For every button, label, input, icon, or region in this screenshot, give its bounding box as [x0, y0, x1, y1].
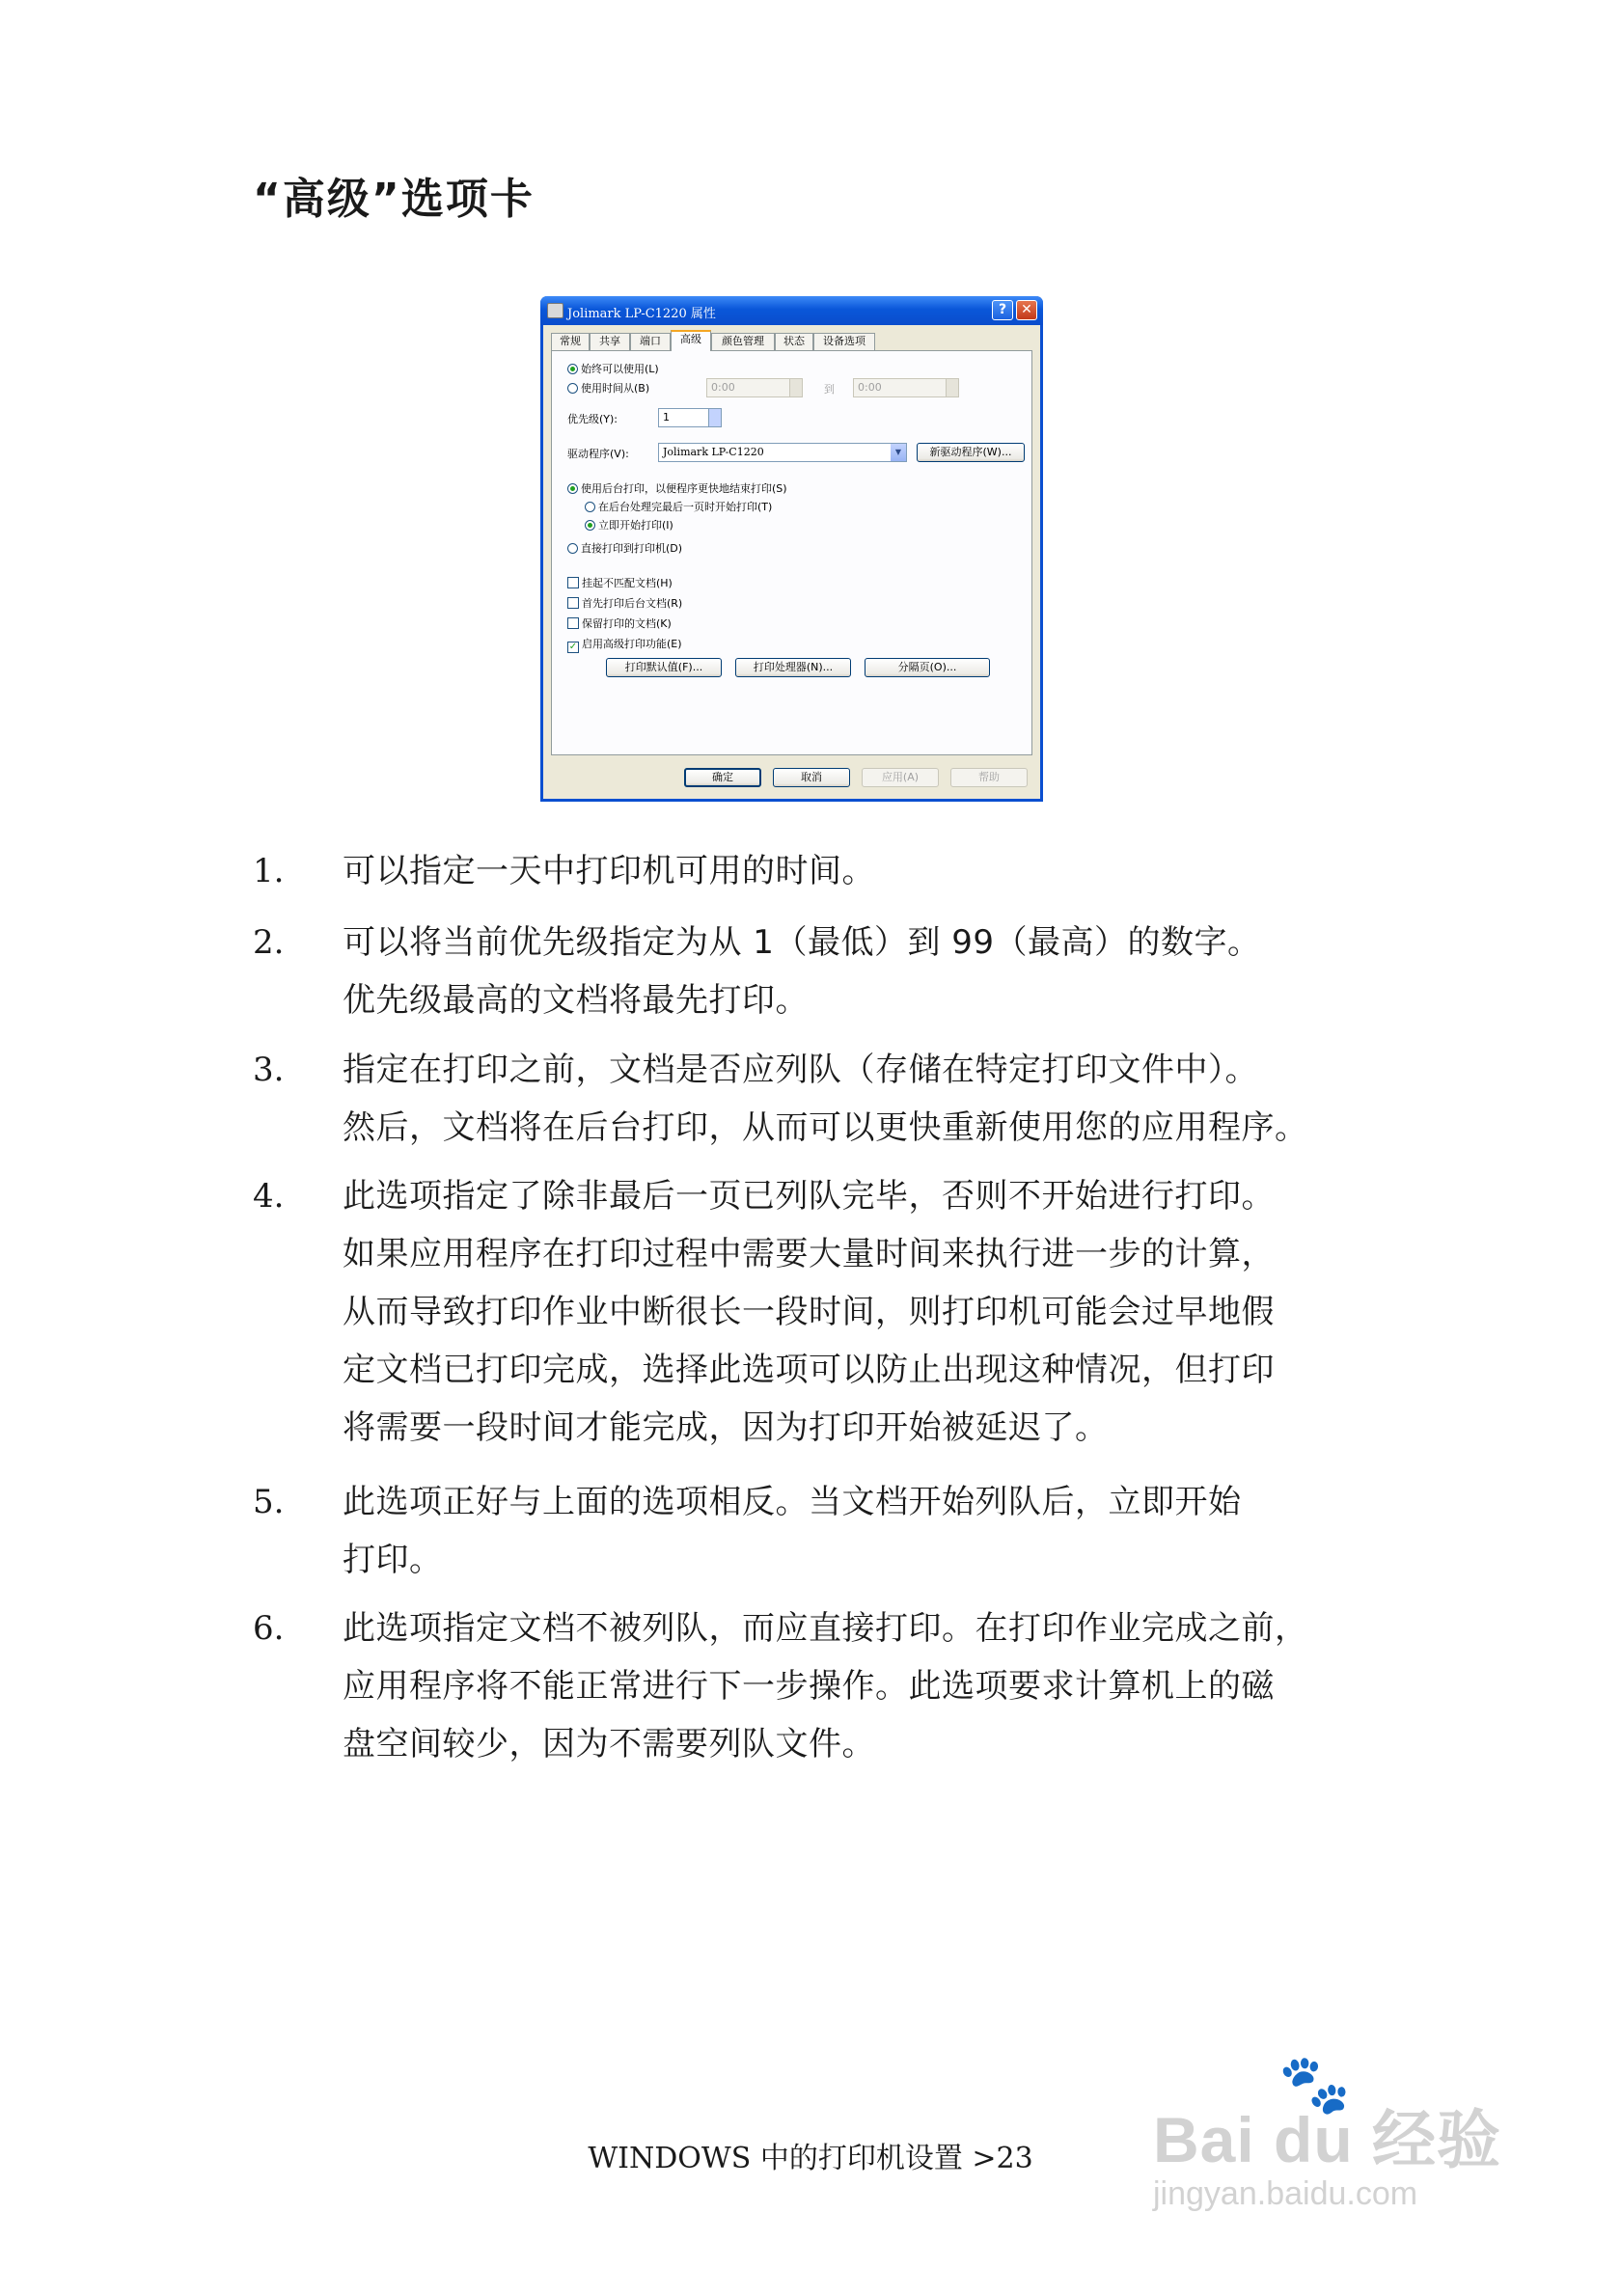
- printing-defaults-button[interactable]: 打印默认值(F)...: [606, 658, 722, 677]
- available-from-label: 使用时间从(B): [581, 382, 650, 395]
- priority-value: 1: [663, 411, 670, 424]
- tab-status[interactable]: 状态: [775, 333, 813, 350]
- baidu-watermark: [1153, 2051, 1539, 2243]
- list-text: [343, 1167, 1433, 1457]
- list-number: 1.: [253, 852, 285, 890]
- list-line: 可以指定一天中打印机可用的时间。: [343, 852, 875, 890]
- list-line: 可以将当前优先级指定为从 1（最低）到 99（最高）的数字。: [343, 923, 1261, 962]
- driver-label: 驱动程序(V):: [567, 448, 629, 460]
- radio-selected-icon: [567, 364, 578, 374]
- tab-advanced[interactable]: 高级: [671, 330, 711, 351]
- printer-icon: [547, 303, 563, 318]
- print-direct-label: 直接打印到打印机(D): [581, 542, 683, 555]
- spool-immediately-option[interactable]: [585, 517, 673, 533]
- spool-option[interactable]: [567, 480, 787, 496]
- paw-icon: 🐾: [1278, 2051, 1351, 2118]
- list-line: 此选项正好与上面的选项相反。当文档开始列队后，立即开始: [343, 1483, 1242, 1521]
- spin-arrows-icon: [946, 379, 958, 396]
- time-from-value: 0:00: [711, 381, 735, 394]
- list-line: 打印。: [343, 1541, 443, 1579]
- help-title-button[interactable]: ?: [992, 300, 1013, 320]
- available-from-option[interactable]: [567, 380, 649, 396]
- driver-select[interactable]: [658, 443, 907, 462]
- spool-option-label: 使用后台打印，以便程序更快地结束打印(S): [581, 482, 787, 495]
- watermark-url: jingyan.baidu.com: [1153, 2175, 1418, 2212]
- help-button[interactable]: 帮助: [950, 768, 1028, 787]
- page-footer: WINDOWS 中的打印机设置 >23: [588, 2142, 1033, 2175]
- ok-button[interactable]: 确定: [684, 768, 761, 787]
- radio-icon: [567, 383, 578, 394]
- dialog-title: Jolimark LP-C1220 属性: [567, 307, 716, 321]
- tab-general[interactable]: 常规: [551, 333, 590, 350]
- checkmark-icon: ✓: [568, 642, 578, 652]
- list-number: 2.: [253, 923, 285, 962]
- list-text: [343, 1473, 1433, 1589]
- tab-color-management[interactable]: 颜色管理: [711, 333, 775, 350]
- tab-device-options[interactable]: 设备选项: [813, 333, 875, 350]
- page-title: “高级”选项卡: [253, 175, 535, 224]
- radio-icon: [567, 543, 578, 554]
- spool-after-last-option[interactable]: [585, 499, 772, 514]
- checkbox-icon: [567, 577, 579, 588]
- advanced-panel: [551, 350, 1032, 755]
- list-line: 将需要一段时间才能完成，因为打印开始被延迟了。: [343, 1408, 1109, 1447]
- time-to-value: 0:00: [858, 381, 882, 394]
- spin-arrows-icon: [789, 379, 802, 396]
- advanced-features-label: 启用高级打印功能(E): [582, 638, 682, 650]
- close-title-button[interactable]: ✕: [1016, 300, 1037, 320]
- spin-arrows-icon: [708, 409, 721, 426]
- spool-immediately-label: 立即开始打印(I): [598, 519, 673, 532]
- list-number: 3.: [253, 1051, 285, 1089]
- dialog-titlebar: [540, 296, 1043, 325]
- print-spooled-first-checkbox[interactable]: [567, 595, 682, 611]
- list-line: 优先级最高的文档将最先打印。: [343, 981, 809, 1020]
- list-number: 6.: [253, 1609, 285, 1648]
- list-line: 指定在打印之前，文档是否应列队（存储在特定打印文件中）。: [343, 1051, 1258, 1089]
- printer-properties-dialog: [540, 296, 1043, 802]
- hold-mismatched-checkbox[interactable]: [567, 575, 673, 590]
- tab-sharing[interactable]: 共享: [590, 333, 630, 350]
- radio-selected-icon: [567, 483, 578, 494]
- list-line: 然后，文档将在后台打印，从而可以更快重新使用您的应用程序。: [343, 1108, 1308, 1147]
- list-line: 应用程序将不能正常进行下一步操作。此选项要求计算机上的磁: [343, 1667, 1275, 1706]
- always-available-label: 始终可以使用(L): [581, 363, 659, 375]
- checkbox-icon: [567, 617, 579, 629]
- priority-label: 优先级(Y):: [567, 413, 618, 425]
- print-spooled-first-label: 首先打印后台文档(R): [582, 597, 683, 610]
- always-available-option[interactable]: [567, 361, 659, 376]
- list-line: 如果应用程序在打印过程中需要大量时间来执行进一步的计算，: [343, 1235, 1275, 1273]
- separator-page-button[interactable]: 分隔页(O)...: [865, 658, 990, 677]
- chevron-down-icon: ▼: [891, 444, 906, 461]
- list-number: 5.: [253, 1483, 285, 1521]
- list-line: 从而导致打印作业中断很长一段时间，则打印机可能会过早地假: [343, 1293, 1275, 1331]
- list-text: [343, 914, 1433, 1029]
- driver-value: Jolimark LP-C1220: [663, 446, 764, 458]
- keep-printed-label: 保留打印的文档(K): [582, 617, 672, 630]
- list-line: 此选项指定了除非最后一页已列队完毕，否则不开始进行打印。: [343, 1177, 1275, 1216]
- keep-printed-checkbox[interactable]: [567, 615, 672, 631]
- time-from-field[interactable]: [706, 378, 803, 397]
- cancel-button[interactable]: 取消: [773, 768, 850, 787]
- new-driver-button[interactable]: 新驱动程序(W)...: [917, 443, 1025, 462]
- apply-button[interactable]: 应用(A): [862, 768, 939, 787]
- list-line: 此选项指定文档不被列队，而应直接打印。在打印作业完成之前，: [343, 1609, 1308, 1648]
- watermark-logo: Bai du 经验: [1153, 2104, 1502, 2175]
- spool-after-last-label: 在后台处理完最后一页时开始打印(T): [598, 501, 773, 513]
- checkbox-icon: [567, 597, 579, 609]
- list-text: [343, 842, 1433, 900]
- print-processor-button[interactable]: 打印处理器(N)...: [735, 658, 851, 677]
- time-to-field[interactable]: [853, 378, 959, 397]
- to-label: 到: [824, 383, 835, 396]
- list-line: 盘空间较少，因为不需要列队文件。: [343, 1725, 875, 1763]
- hold-mismatched-label: 挂起不匹配文档(H): [582, 577, 673, 589]
- advanced-features-checkbox[interactable]: [567, 636, 682, 653]
- radio-icon: [585, 502, 595, 512]
- tab-ports[interactable]: 端口: [630, 333, 671, 350]
- list-line: 定文档已打印完成，选择此选项可以防止出现这种情况，但打印: [343, 1351, 1275, 1389]
- radio-selected-icon: [585, 520, 595, 531]
- list-text: [343, 1041, 1433, 1157]
- list-text: [343, 1599, 1433, 1773]
- print-direct-option[interactable]: [567, 540, 682, 556]
- list-number: 4.: [253, 1177, 285, 1216]
- priority-stepper[interactable]: [658, 408, 722, 427]
